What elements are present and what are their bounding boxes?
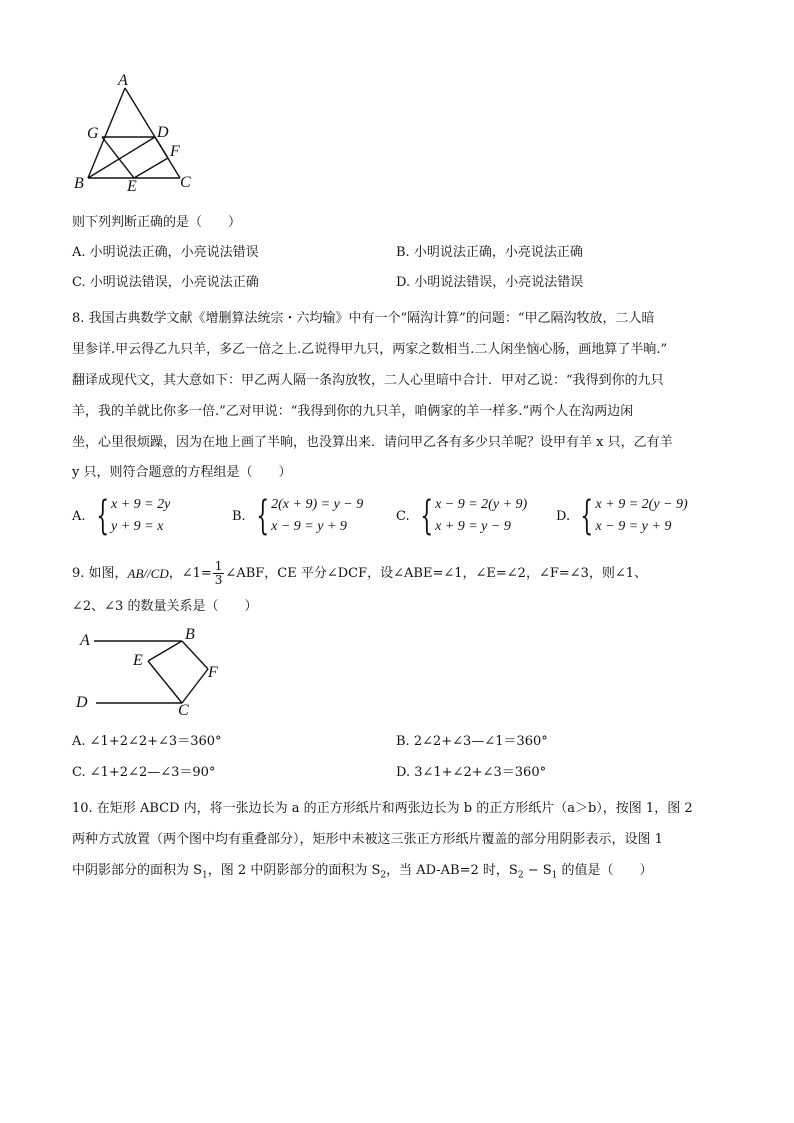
figure1-label-c: C <box>180 174 191 191</box>
subscript: 2 <box>517 870 524 881</box>
q10-text-e: 的值是（ ） <box>557 863 653 878</box>
brace-icon: { <box>95 493 109 539</box>
q8-line-3: 翻译成现代文，其大意如下：甲乙两人隔一条沟放牧，二人心里暗中合计．甲对乙说：“我得到你的九只 <box>72 373 664 388</box>
fraction-numerator: 1 <box>214 559 223 573</box>
q8-option-c-letter: C. <box>396 508 410 524</box>
q9-line-1 <box>72 560 732 587</box>
q9-text-parallel: AB//CD <box>127 565 169 581</box>
parallel-lines-figure <box>70 625 230 720</box>
q8-option-c-eq2: x + 9 = y − 9 <box>435 519 511 534</box>
q10-line-1: 10. 在矩形 ABCD 内，将一张边长为 a 的正方形纸片和两张边长为 b 的正方形纸片（a＞b），按图 1，图 2 <box>72 801 693 816</box>
q8-option-d-letter: D. <box>556 508 571 524</box>
figure1-label-g: G <box>87 125 99 142</box>
q10-text-d: − S <box>523 863 552 878</box>
segment-ef <box>134 158 168 178</box>
subscript: 2 <box>380 870 387 881</box>
figure2-label-c: C <box>178 702 189 719</box>
subscript: 1 <box>202 870 208 881</box>
q8-line-1: 8. 我国古典数学文献《增删算法统宗・六均输》中有一个“隔沟计算”的问题：“甲乙隔沟牧放，二人暗 <box>72 311 655 326</box>
brace-icon: { <box>419 493 433 539</box>
figure2-label-b: B <box>185 626 195 643</box>
q8-option-a[interactable] <box>72 494 170 538</box>
q8-option-b-letter: B. <box>232 508 246 524</box>
q8-option-c-eq1: x − 9 = 2(y + 9) <box>435 497 528 512</box>
fraction-one-third <box>213 560 225 587</box>
q10-text-c: ，当 AD-AB=2 时，S <box>386 863 518 878</box>
brace-icon: { <box>256 493 269 539</box>
q7-option-d[interactable]: D. 小明说法错误，小亮说法错误 <box>396 275 584 290</box>
figure1-label-d: D <box>157 124 169 141</box>
q7-option-a[interactable]: A. 小明说法正确，小亮说法错误 <box>72 245 259 260</box>
q8-option-b[interactable] <box>232 494 363 538</box>
q8-option-d-eq1: x + 9 = 2(y − 9) <box>595 497 688 512</box>
q8-option-a-eq1: x + 9 = 2y <box>110 497 171 512</box>
q10-text-b: ，图 2 中阴影部分的面积为 S <box>207 863 381 878</box>
q8-option-a-letter: A. <box>72 508 86 524</box>
figure1-label-a: A <box>118 72 128 89</box>
q9-option-a[interactable]: A. ∠1+2∠2+∠3＝360° <box>72 734 222 749</box>
segment-ge <box>102 137 134 178</box>
q8-line-2: 里参详.甲云得乙九只羊，多乙一倍之上.乙说得甲九只，两家之数相当.二人闲坐恼心肠，画地算了半晌.” <box>72 342 668 357</box>
figure2-label-d: D <box>76 694 88 711</box>
q9-line-2: ∠2、∠3 的数量关系是（ ） <box>72 599 258 614</box>
q9-text-c: ，∠1= <box>168 565 212 581</box>
q7-prompt: 则下列判断正确的是（ ） <box>72 215 242 230</box>
figure2-label-e: E <box>133 652 143 669</box>
q8-line-6: y 只，则符合题意的方程组是（ ） <box>72 465 292 480</box>
q9-option-d[interactable]: D. 3∠1+∠2+∠3＝360° <box>396 765 547 780</box>
segment-fc <box>182 669 208 703</box>
side-ac <box>125 88 180 178</box>
brace-icon: { <box>580 493 594 539</box>
q9-text-d: ∠ABF，CE 平分∠DCF，设∠ABE=∠1，∠E=∠2，∠F=∠3，则∠1、 <box>225 565 648 581</box>
q8-option-d-eq2: x − 9 = y + 9 <box>595 519 672 534</box>
segment-bf <box>182 641 208 669</box>
figure2-label-a: A <box>80 632 90 649</box>
q7-option-b[interactable]: B. 小明说法正确，小亮说法正确 <box>396 245 583 260</box>
q7-option-c[interactable]: C. 小明说法错误，小亮说法正确 <box>72 275 259 290</box>
q8-option-b-eq1: 2(x + 9) = y − 9 <box>271 497 364 512</box>
q8-option-d[interactable] <box>556 494 688 538</box>
q8-option-b-eq2: x − 9 = y + 9 <box>271 519 347 534</box>
q8-option-c[interactable] <box>396 494 527 538</box>
segment-be <box>148 641 182 661</box>
q8-line-4: 羊，我的羊就比你多一倍.”乙对甲说：“我得到你的九只羊，咱俩家的羊一样多.”两个人在沟两边闲 <box>72 404 634 419</box>
q8-option-a-eq2: y + 9 = x <box>110 519 164 534</box>
q9-text-a: 9. 如图， <box>72 565 128 581</box>
q10-text-a: 中阴影部分的面积为 S <box>72 863 203 878</box>
q10-line-2: 两种方式放置（两个图中均有重叠部分），矩形中未被这三张正方形纸片覆盖的部分用阴影表示，设图 1 <box>72 832 663 847</box>
q10-line-3 <box>72 862 732 885</box>
fraction-denominator: 3 <box>214 573 223 587</box>
figure1-label-b: B <box>74 175 84 192</box>
q9-option-b[interactable]: B. 2∠2+∠3—∠1＝360° <box>396 734 548 749</box>
figure1-label-f: F <box>170 143 180 160</box>
segment-ec <box>148 661 182 703</box>
q9-option-c[interactable]: C. ∠1+2∠2—∠3＝90° <box>72 765 216 780</box>
figure2-label-f: F <box>208 664 218 681</box>
figure1-label-e: E <box>127 178 137 195</box>
subscript: 1 <box>551 870 558 881</box>
q8-line-5: 坐，心里很烦躁，因为在地上画了半晌，也没算出来．请问甲乙各有多少只羊呢？设甲有羊 x 只，乙有羊 <box>72 435 673 450</box>
